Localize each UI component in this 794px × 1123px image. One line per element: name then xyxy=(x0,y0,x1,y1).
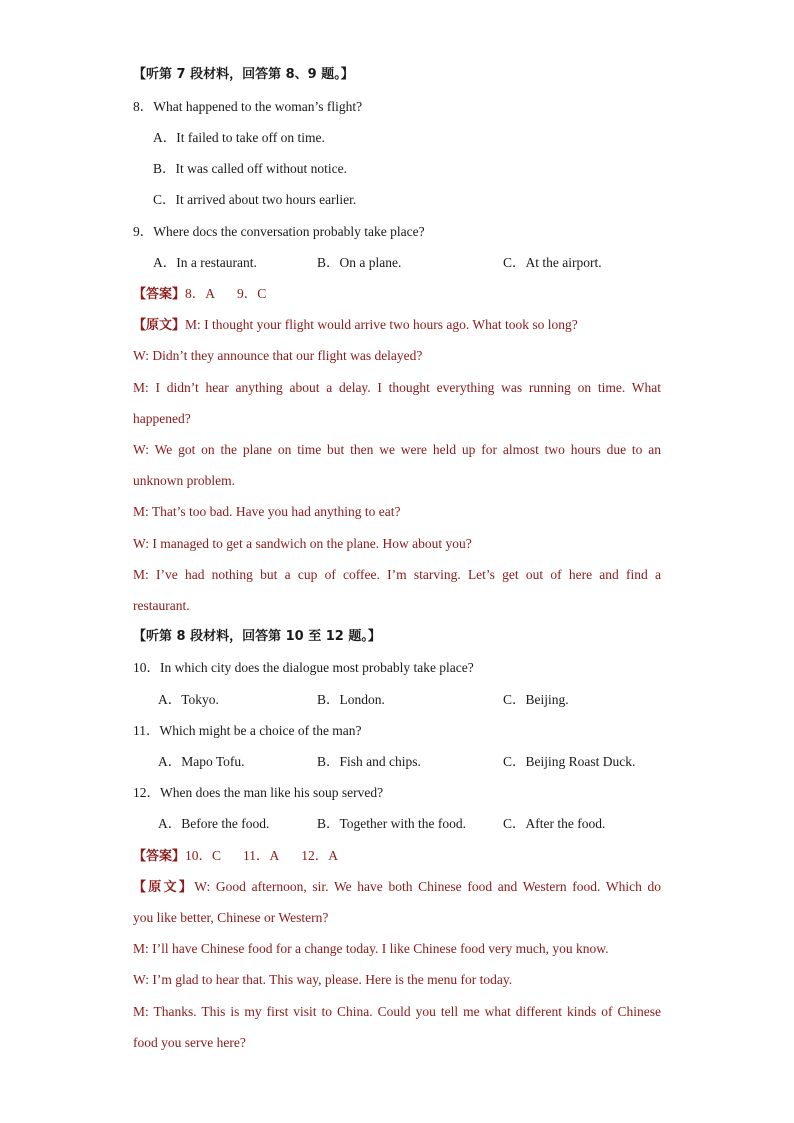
transcript-2-line-3: W: I’m glad to hear that. This way, please. Here is the menu for today. xyxy=(133,972,513,987)
answer-tag: 【答案】 xyxy=(133,849,186,864)
question-12-option-b: B．Together with the food. xyxy=(317,816,467,831)
transcript-1-line-7b: restaurant. xyxy=(133,598,190,613)
question-10-stem: 10．In which city does the dialogue most probably take place? xyxy=(133,660,474,675)
question-11-stem: 11．Which might be a choice of the man? xyxy=(133,723,362,738)
answer-10: 10．C xyxy=(185,848,222,863)
question-11-option-b: B．Fish and chips. xyxy=(317,754,421,769)
question-8-option-c: C．It arrived about two hours earlier. xyxy=(153,192,357,207)
transcript-1-line-4a: W: We got on the plane on time but then we were held up for almost two hours due to an xyxy=(133,442,661,457)
transcript-tag: 【原文】 xyxy=(133,318,186,333)
transcript-1-line-7a: M: I’ve had nothing but a cup of coffee. I’m starving. Let’s get out of here and find a xyxy=(133,567,661,582)
question-9-stem: 9．Where docs the conversation probably take place? xyxy=(133,224,425,239)
answer-block-2 xyxy=(133,848,661,865)
transcript-1-line-4b: unknown problem. xyxy=(133,473,235,488)
answer-9: 9．C xyxy=(237,286,267,301)
transcript-1-line-1 xyxy=(133,317,661,334)
question-11-option-c: C．Beijing Roast Duck. xyxy=(503,754,636,769)
transcript-text: M: I thought your flight would arrive two hours ago. What took so long? xyxy=(185,317,578,332)
question-12-option-a: A．Before the food. xyxy=(158,816,270,831)
transcript-tag: 【原文】 xyxy=(133,880,195,895)
question-9-option-a: A．In a restaurant. xyxy=(153,255,257,270)
question-8-option-a: A．It failed to take off on time. xyxy=(153,130,325,145)
transcript-text: W: Good afternoon, sir. We have both Chinese food and Western food. Which do xyxy=(194,879,661,894)
transcript-1-line-3a: M: I didn’t hear anything about a delay. I thought everything was running on time. What xyxy=(133,380,661,395)
question-10-option-b: B．London. xyxy=(317,692,385,707)
transcript-1-line-2: W: Didn’t they announce that our flight was delayed? xyxy=(133,348,423,363)
transcript-1-line-3b: happened? xyxy=(133,411,191,426)
answer-block-1 xyxy=(133,286,661,303)
question-11-option-a: A．Mapo Tofu. xyxy=(158,754,245,769)
transcript-2-line-4b: food you serve here? xyxy=(133,1035,246,1050)
section-8-header: 【听第 8 段材料，回答第 10 至 12 题。】 xyxy=(133,629,381,644)
transcript-2-line-4a: M: Thanks. This is my first visit to China. Could you tell me what different kinds of Chinese xyxy=(133,1004,661,1019)
answer-12: 12．A xyxy=(301,848,339,863)
question-8-option-b: B．It was called off without notice. xyxy=(153,161,347,176)
transcript-2-line-1a xyxy=(133,879,661,896)
transcript-1-line-6: W: I managed to get a sandwich on the plane. How about you? xyxy=(133,536,472,551)
transcript-2-line-2: M: I’ll have Chinese food for a change today. I like Chinese food very much, you know. xyxy=(133,941,609,956)
section-7-header: 【听第 7 段材料，回答第 8、9 题。】 xyxy=(133,67,354,82)
question-8-stem: 8．What happened to the woman’s flight? xyxy=(133,99,363,114)
question-9-option-c: C．At the airport. xyxy=(503,255,602,270)
question-12-option-c: C．After the food. xyxy=(503,816,606,831)
answer-tag: 【答案】 xyxy=(133,287,186,302)
question-9-option-b: B．On a plane. xyxy=(317,255,402,270)
question-12-stem: 12．When does the man like his soup served? xyxy=(133,785,384,800)
question-10-option-a: A．Tokyo. xyxy=(158,692,219,707)
answer-8: 8．A xyxy=(185,286,216,301)
question-10-option-c: C．Beijing. xyxy=(503,692,569,707)
transcript-2-line-1b: you like better, Chinese or Western? xyxy=(133,910,329,925)
answer-11: 11．A xyxy=(243,848,280,863)
transcript-1-line-5: M: That’s too bad. Have you had anything to eat? xyxy=(133,504,401,519)
